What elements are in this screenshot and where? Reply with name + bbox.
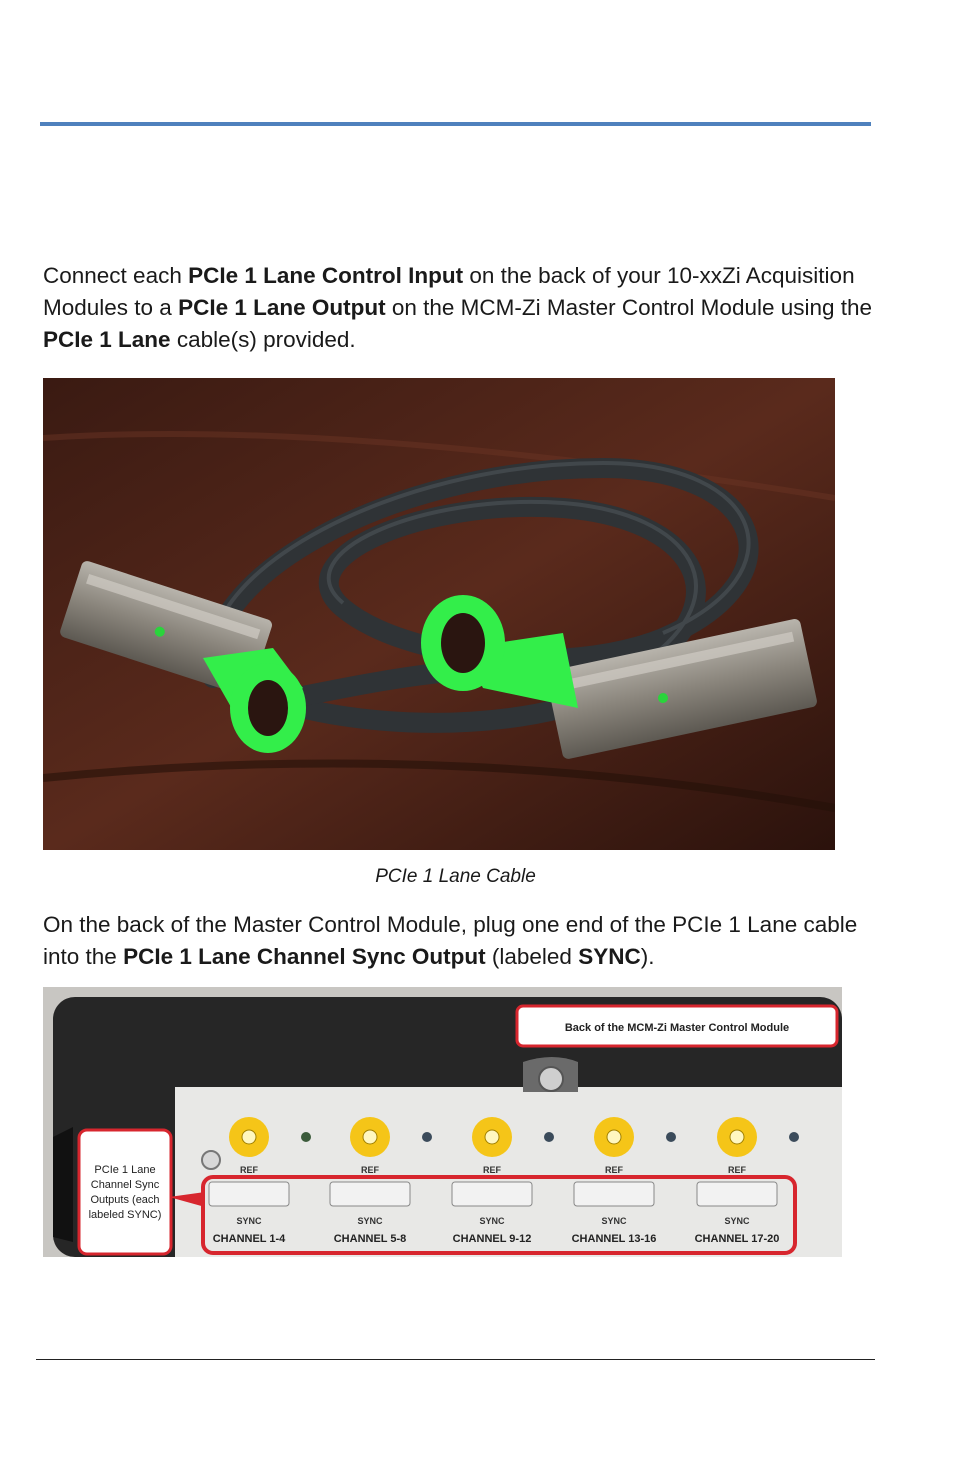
text-run: on the back of your 10-xxZi Acquisition Modules to a [43,263,855,320]
channel-label: CHANNEL 1-4 [212,1233,286,1245]
channel-label: CHANNEL 5-8 [333,1233,407,1245]
sync-label: SYNC [724,1216,750,1226]
ref-label: REF [728,1165,746,1175]
bold-term: PCIe 1 Lane [43,327,171,352]
master-control-back-panel-photo [43,987,842,1257]
bold-term: PCIe 1 Lane Output [178,295,386,320]
ref-label: REF [483,1165,501,1175]
callout-left-line: PCIe 1 Lane [94,1164,156,1176]
callout-left-line: Channel Sync [90,1179,160,1191]
text-run: Connect each [43,263,189,288]
bold-term: PCIe 1 Lane Control Input [188,263,464,288]
channel-label: CHANNEL 17-20 [694,1233,780,1245]
callout-left-line: Outputs (each [90,1194,160,1206]
callout-top-text: Back of the MCM-Zi Master Control Module [564,1022,790,1034]
text-run: (labeled [485,944,579,969]
sync-label: SYNC [601,1216,627,1226]
ref-label: REF [605,1165,623,1175]
channel-label: CHANNEL 9-12 [452,1233,532,1245]
sync-label: SYNC [479,1216,505,1226]
bold-term: SYNC [578,944,641,969]
instruction-paragraph-1 [43,260,883,356]
header-rule [40,122,871,126]
instruction-paragraph-2 [43,909,883,973]
pcie-cable-photo [43,378,835,850]
channel-label: CHANNEL 13-16 [571,1233,657,1245]
text-run: cable(s) provided. [170,327,356,352]
ref-label: REF [361,1165,379,1175]
callout-left-line: labeled SYNC) [88,1209,162,1221]
text-run: on the MCM-Zi Master Control Module using the [385,295,873,320]
footer-rule [36,1359,875,1360]
callout-left-box [79,1130,171,1254]
bold-term: PCIe 1 Lane Channel Sync Output [123,944,486,969]
sync-label: SYNC [236,1216,262,1226]
sync-label: SYNC [357,1216,383,1226]
text-run: On the back of the Master Control Module, plug one end of the PCIe 1 Lane cable into the [43,912,858,969]
ref-label: REF [240,1165,258,1175]
figure-caption: PCIe 1 Lane Cable [375,866,536,887]
text-run: ). [640,944,655,969]
